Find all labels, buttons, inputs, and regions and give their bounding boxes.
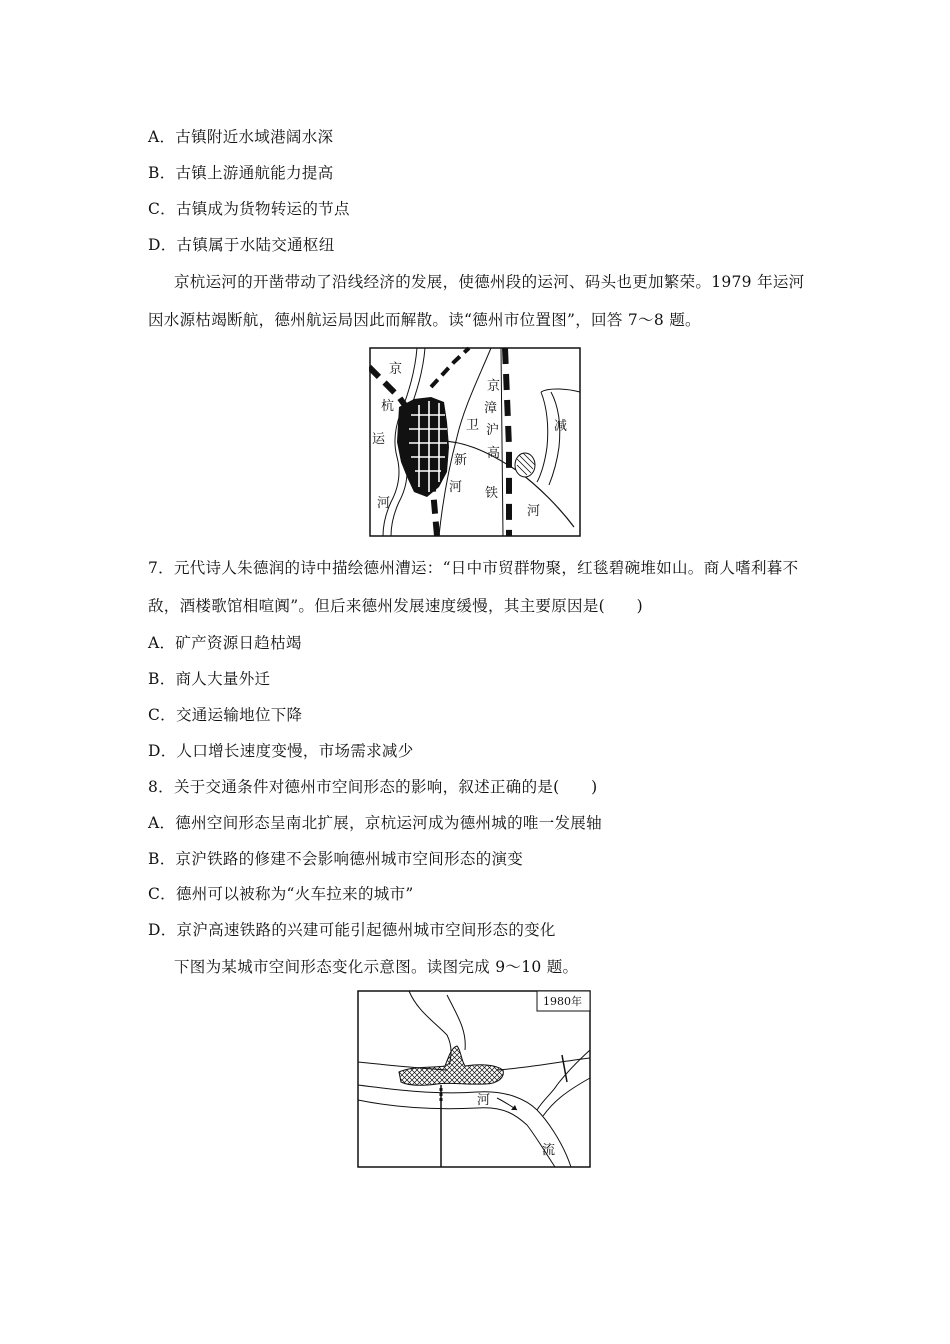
q8-option-c: C．德州可以被称为“火车拉来的城市” [148, 885, 414, 903]
q8-stem: 8．关于交通条件对德州市空间形态的影响，叙述正确的是( ) [148, 778, 598, 796]
label-wei: 卫 [466, 418, 480, 433]
option-b: B．古镇上游通航能力提高 [148, 164, 334, 182]
intro2-paragraph: 下图为某城市空间形态变化示意图。读图完成 9～10 题。 [174, 958, 579, 976]
label-he-1: 河 [377, 496, 391, 511]
label-he-3: 河 [527, 504, 541, 519]
dezhou-map-svg [369, 347, 581, 537]
river-label-he: 河 [477, 1093, 491, 1108]
label-gao: 高 [487, 446, 501, 461]
city-form-map-svg [357, 990, 591, 1168]
label-tie: 铁 [485, 486, 499, 501]
label-xin: 新 [454, 453, 468, 468]
q8-option-d: D．京沪高速铁路的兴建可能引起德州城市空间形态的变化 [148, 921, 556, 939]
option-a: A．古镇附近水域港阔水深 [148, 128, 334, 146]
label-he-2: 河 [449, 480, 463, 495]
label-hu: 沪 [486, 423, 500, 438]
q7-stem-line1: 7．元代诗人朱德润的诗中描绘德州漕运：“日中市贸群物聚，红毯碧碗堆如山。商人嗜利暮不 [148, 559, 799, 577]
q7-stem-line2: 敌，酒楼歌馆相喧阗”。但后来德州发展速度缓慢，其主要原因是( ) [148, 597, 643, 615]
label-hang: 杭 [381, 399, 395, 414]
option-d: D．古镇属于水陆交通枢纽 [148, 236, 335, 254]
option-c: C．古镇成为货物转运的节点 [148, 200, 350, 218]
river-label-liu: 流 [542, 1143, 556, 1158]
label-jing: 京 [389, 362, 403, 377]
q7-option-b: B．商人大量外迁 [148, 670, 271, 688]
dezhou-location-map [369, 347, 581, 537]
q7-option-c: C．交通运输地位下降 [148, 706, 303, 724]
label-yun: 运 [372, 432, 386, 447]
intro-paragraph-line1: 京杭运河的开凿带动了沿线经济的发展，使德州段的运河、码头也更加繁荣。1979 年运河 [174, 273, 805, 291]
city-form-map [357, 990, 591, 1168]
q8-option-b: B．京沪铁路的修建不会影响德州城市空间形态的演变 [148, 850, 524, 868]
label-jing-2: 京 [487, 379, 501, 394]
year-label: 1980年 [543, 995, 582, 1008]
intro-paragraph-line2: 因水源枯竭断航，德州航运局因此而解散。读“德州市位置图”，回答 7～8 题。 [148, 311, 701, 329]
label-jian: 减 [554, 419, 568, 434]
q8-option-a: A．德州空间形态呈南北扩展，京杭运河成为德州城的唯一发展轴 [148, 814, 602, 832]
q7-option-a: A．矿产资源日趋枯竭 [148, 634, 302, 652]
q7-option-d: D．人口增长速度变慢，市场需求减少 [148, 742, 414, 760]
label-zhang: 漳 [484, 401, 498, 416]
